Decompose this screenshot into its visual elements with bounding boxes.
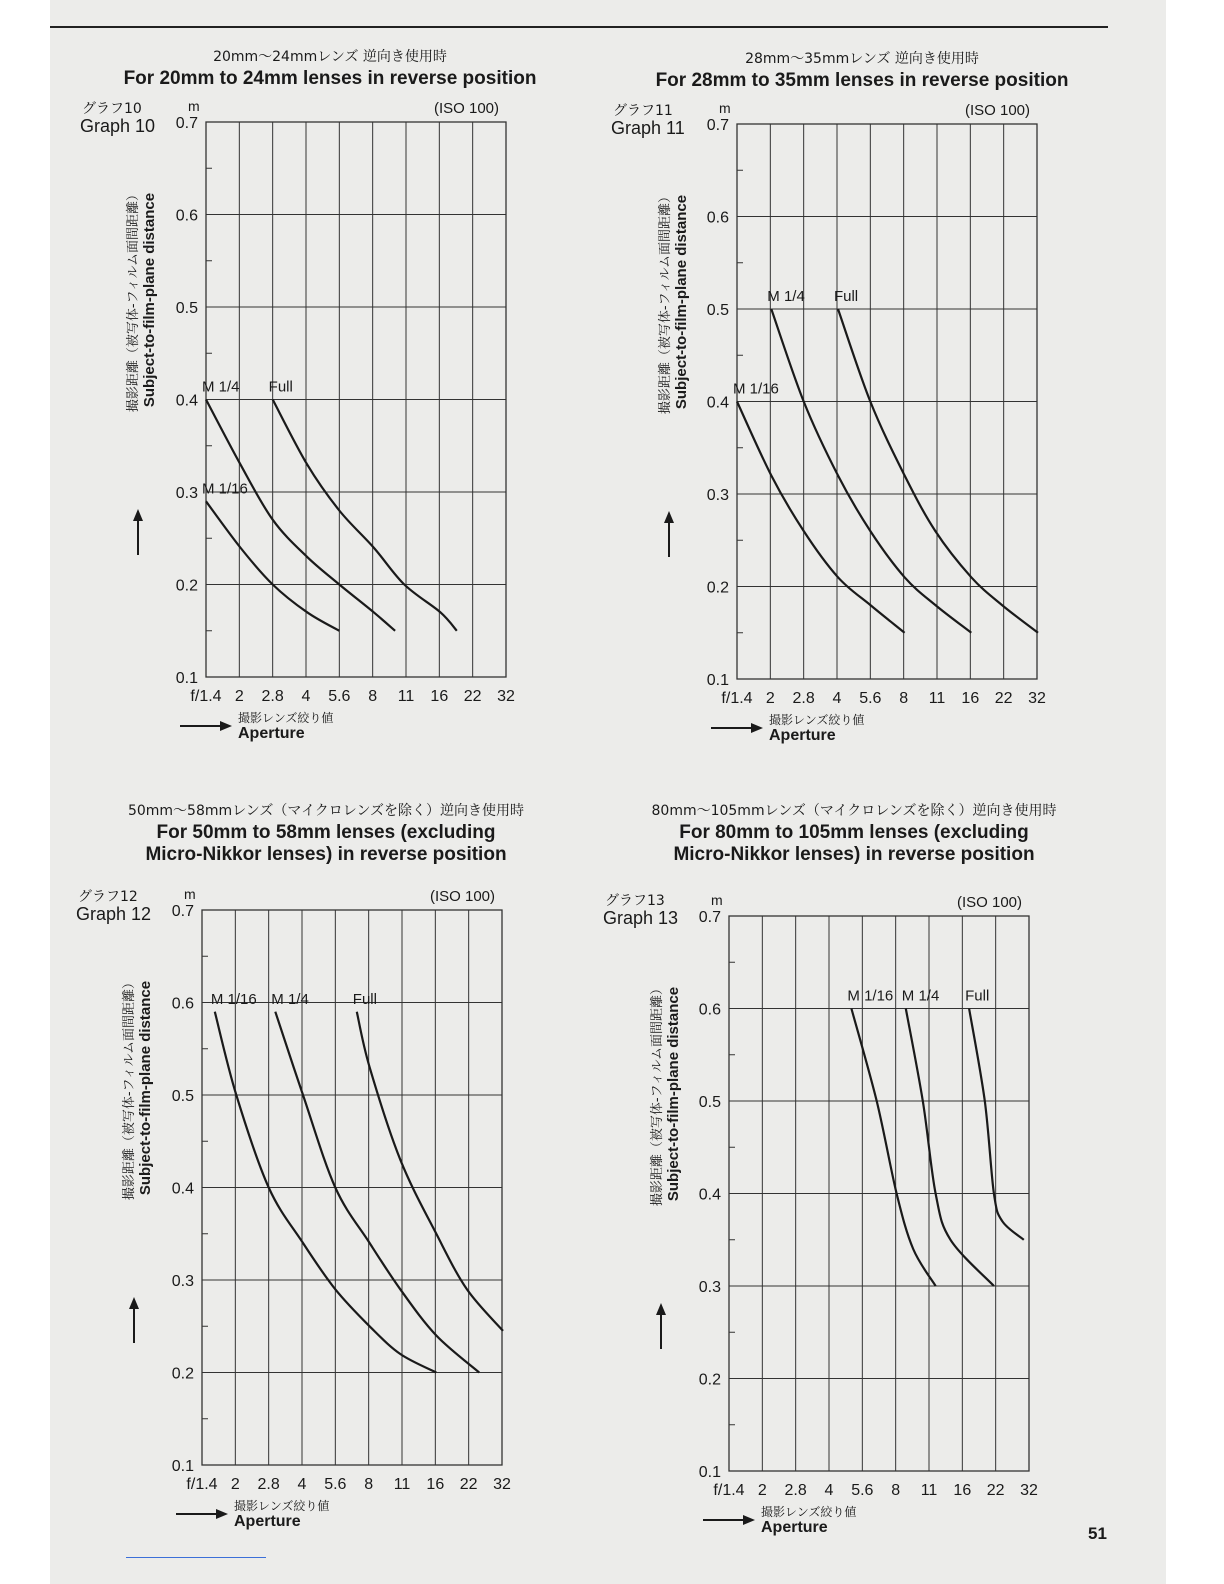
x-axis-label-jp: 撮影レンズ絞り値 [234, 1499, 330, 1513]
y-tick-label: 0.7 [706, 117, 729, 134]
y-axis-label-en: Subject-to-film-plane distance [665, 986, 682, 1202]
y-tick-label: 0.7 [698, 909, 721, 926]
x-tick-label: 4 [297, 1476, 307, 1493]
x-tick-label: 11 [920, 1482, 938, 1499]
y-unit-label: m [188, 98, 200, 114]
series-label: Full [965, 987, 990, 1005]
series-label: Full [833, 288, 859, 305]
series-line-full [969, 1009, 1024, 1240]
x-tick-label: f/1.4 [190, 688, 222, 705]
x-axis-arrow-icon [709, 721, 765, 735]
x-axis-label: Aperture [761, 1519, 828, 1536]
x-tick-label: f/1.4 [713, 1482, 745, 1499]
y-axis-label-jp: 撮影距離（被写体-フィルム面間距離） [658, 189, 673, 415]
x-tick-label: 16 [961, 690, 980, 707]
chart-title-jp: 50mm～58mmレンズ（マイクロレンズを除く）逆向き使用時 [127, 803, 525, 819]
y-tick-label: 0.4 [698, 1186, 721, 1204]
x-tick-label: 4 [824, 1482, 834, 1499]
y-axis-label-en: Subject-to-film-plane distance [141, 192, 158, 408]
x-tick-label: f/1.4 [721, 690, 753, 707]
chart-title [60, 68, 600, 90]
x-tick-label: 4 [301, 688, 311, 705]
y-unit-label: m [184, 886, 196, 902]
x-tick-label: 5.6 [324, 1476, 347, 1493]
series-line-full [273, 400, 457, 631]
plot-area [689, 909, 1069, 1511]
series-line-full [357, 1012, 503, 1331]
chart-title-line: Micro-Nikkor lenses) in reverse position [145, 844, 507, 865]
x-axis-label: Aperture [234, 1513, 301, 1530]
y-tick-label: 0.2 [175, 577, 198, 595]
y-tick-label: 0.6 [171, 995, 194, 1013]
x-tick-label: 11 [393, 1476, 411, 1493]
x-tick-label: 8 [368, 688, 378, 705]
x-tick-label: 11 [397, 688, 415, 705]
graph-number: Graph 12 [76, 904, 152, 924]
y-tick-label: 0.4 [171, 1180, 194, 1198]
y-tick-label: 0.7 [175, 115, 198, 132]
x-tick-label: 4 [832, 690, 842, 707]
series-label: M 1/4 [202, 378, 240, 396]
y-tick-label: 0.6 [698, 1001, 721, 1019]
x-axis-label: Aperture [238, 725, 305, 742]
x-axis-label-jp: 撮影レンズ絞り値 [238, 711, 334, 725]
x-axis-label: Aperture [769, 727, 836, 744]
chart-title-line: For 28mm to 35mm lenses in reverse position [655, 70, 1069, 91]
chart-title [56, 822, 596, 866]
y-tick-label: 0.5 [171, 1088, 194, 1105]
series-line-m-1-4 [275, 1012, 479, 1373]
y-axis-label-en: Subject-to-film-plane distance [137, 980, 154, 1196]
series-label: M 1/4 [271, 990, 309, 1008]
series-line-m-1-4 [771, 309, 971, 633]
y-axis-label-jp: 撮影距離（被写体-フィルム面間距離） [650, 981, 665, 1207]
chart-title-line: For 50mm to 58mm lenses (excluding [156, 822, 496, 843]
iso-label: (ISO 100) [430, 888, 496, 905]
x-tick-label: 2 [765, 690, 775, 707]
x-tick-label: f/1.4 [186, 1476, 218, 1493]
series-line-m-1-4 [206, 400, 395, 631]
x-axis-arrow-icon [178, 719, 234, 733]
top-rule [50, 26, 1108, 28]
y-tick-label: 0.3 [706, 487, 729, 504]
iso-label: (ISO 100) [965, 102, 1031, 119]
graph-number-jp: グラフ12 [78, 889, 138, 905]
series-label: M 1/16 [847, 987, 894, 1005]
y-tick-label: 0.3 [175, 485, 198, 502]
x-tick-label: 32 [1020, 1482, 1038, 1499]
x-tick-label: 32 [1028, 690, 1046, 707]
y-tick-label: 0.1 [171, 1458, 194, 1475]
series-line-m-1-16 [851, 1009, 935, 1287]
y-tick-label: 0.6 [706, 209, 729, 227]
y-tick-label: 0.7 [171, 903, 194, 920]
y-axis-label [654, 152, 694, 452]
x-tick-label: 5.6 [328, 688, 351, 705]
x-tick-label: 2.8 [784, 1482, 807, 1499]
chart-panel-graph-11 [592, 42, 1132, 744]
corner-link-underline[interactable] [126, 1557, 266, 1558]
x-tick-label: 22 [986, 1482, 1005, 1499]
y-tick-label: 0.5 [698, 1094, 721, 1111]
y-axis-arrow-icon [659, 509, 679, 559]
plot-area [697, 117, 1077, 719]
plot-area [162, 903, 542, 1505]
chart-panel-graph-10 [60, 40, 600, 742]
y-tick-label: 0.5 [175, 300, 198, 317]
x-axis-label-jp: 撮影レンズ絞り値 [761, 1505, 857, 1519]
chart-title-line: For 20mm to 24mm lenses in reverse position [123, 68, 537, 89]
chart-title-jp: 28mm～35mmレンズ 逆向き使用時 [745, 51, 979, 67]
y-tick-label: 0.4 [175, 392, 198, 410]
y-axis-arrow-icon [651, 1301, 671, 1351]
x-tick-label: 16 [953, 1482, 972, 1499]
x-tick-label: 8 [891, 1482, 901, 1499]
series-label: M 1/16 [202, 480, 248, 498]
x-tick-label: 2.8 [257, 1476, 280, 1493]
y-axis-arrow-icon [124, 1295, 144, 1345]
iso-label: (ISO 100) [434, 100, 500, 117]
series-label: M 1/16 [210, 990, 257, 1008]
x-tick-label: 5.6 [851, 1482, 874, 1499]
chart-title-line: Micro-Nikkor lenses) in reverse position [673, 844, 1035, 865]
series-label: M 1/4 [767, 288, 805, 305]
y-tick-label: 0.6 [175, 207, 198, 225]
x-tick-label: 22 [463, 688, 482, 705]
x-tick-label: 32 [493, 1476, 511, 1493]
x-axis-arrow-icon [701, 1513, 757, 1527]
x-axis-arrow-icon [174, 1507, 230, 1521]
y-axis-label-jp: 撮影距離（被写体-フィルム面間距離） [126, 187, 141, 413]
x-tick-label: 22 [459, 1476, 478, 1493]
chart-title-line: For 80mm to 105mm lenses (excluding [679, 822, 1029, 843]
x-tick-label: 8 [364, 1476, 374, 1493]
y-tick-label: 0.5 [706, 302, 729, 319]
series-line-m-1-16 [215, 1012, 436, 1373]
x-tick-label: 32 [497, 688, 515, 705]
iso-label: (ISO 100) [957, 894, 1023, 911]
series-line-m-1-4 [906, 1009, 994, 1287]
x-tick-label: 8 [899, 690, 909, 707]
chart-title [584, 822, 1124, 866]
x-tick-label: 2 [757, 1482, 767, 1499]
graph-number-jp: グラフ13 [605, 893, 665, 909]
chart-title-jp: 80mm～105mmレンズ（マイクロレンズを除く）逆向き使用時 [651, 803, 1057, 819]
series-line-m-1-16 [737, 402, 905, 633]
x-tick-label: 5.6 [859, 690, 882, 707]
series-label: Full [268, 378, 293, 396]
x-tick-label: 2.8 [261, 688, 284, 705]
graph-number-jp: グラフ10 [82, 101, 142, 117]
y-tick-label: 0.1 [698, 1464, 721, 1481]
series-line-full [838, 309, 1038, 633]
chart-panel-graph-12 [56, 798, 596, 1530]
y-unit-label: m [719, 100, 731, 116]
y-axis-label [646, 944, 686, 1244]
y-tick-label: 0.3 [698, 1279, 721, 1296]
y-tick-label: 0.3 [171, 1273, 194, 1290]
series-label: Full [352, 990, 377, 1008]
x-tick-label: 16 [426, 1476, 445, 1493]
chart-title-jp: 20mm～24mmレンズ 逆向き使用時 [213, 49, 447, 65]
y-axis-label-jp: 撮影距離（被写体-フィルム面間距離） [122, 975, 137, 1201]
series-label: M 1/16 [733, 380, 779, 398]
y-tick-label: 0.4 [706, 394, 729, 412]
x-tick-label: 22 [994, 690, 1013, 707]
x-tick-label: 2.8 [792, 690, 815, 707]
graph-number: Graph 13 [603, 908, 679, 928]
y-axis-label [118, 938, 158, 1238]
y-tick-label: 0.1 [706, 672, 729, 689]
series-label: M 1/4 [901, 987, 940, 1005]
x-axis-label-jp: 撮影レンズ絞り値 [769, 713, 865, 727]
y-tick-label: 0.2 [706, 579, 729, 597]
x-tick-label: 11 [928, 690, 946, 707]
graph-number: Graph 10 [80, 116, 156, 136]
x-tick-label: 2 [230, 1476, 240, 1493]
graph-number-jp: グラフ11 [613, 103, 673, 119]
y-tick-label: 0.2 [698, 1371, 721, 1389]
y-axis-label [122, 150, 162, 450]
y-axis-label-en: Subject-to-film-plane distance [673, 194, 690, 410]
y-unit-label: m [711, 892, 723, 908]
y-axis-arrow-icon [128, 507, 148, 557]
chart-title [592, 70, 1132, 92]
plot-area [166, 115, 546, 717]
graph-number: Graph 11 [611, 118, 685, 138]
y-tick-label: 0.2 [171, 1365, 194, 1383]
page-number: 51 [1088, 1524, 1107, 1543]
x-tick-label: 2 [234, 688, 244, 705]
y-tick-label: 0.1 [175, 670, 198, 687]
x-tick-label: 16 [430, 688, 449, 705]
